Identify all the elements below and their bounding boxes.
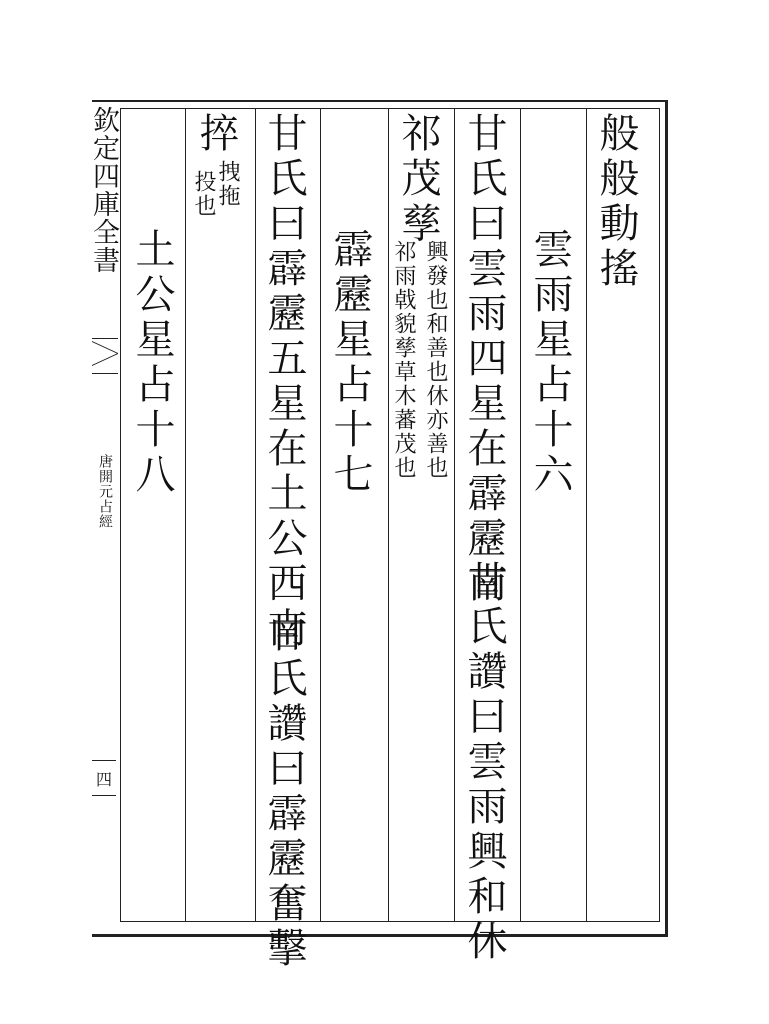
margin-book-title: 唐開元占經	[97, 454, 113, 529]
commentary-left: 投也	[191, 170, 216, 218]
column-rule	[454, 108, 455, 922]
column-rule	[520, 108, 521, 922]
text-column-7-head: 捽	[193, 112, 239, 157]
text-column-3b: 甘氏讚曰雲雨興和休	[461, 560, 507, 965]
text-column-6b: 甘氏讚曰霹靂奮擊	[261, 612, 307, 972]
page-number: 四	[92, 760, 116, 796]
commentary-right: 拽拖	[215, 160, 240, 208]
section-heading-yunyu: 雲雨星占十六	[527, 228, 573, 498]
column-rule	[255, 108, 256, 922]
section-heading-pili: 霹靂星占十七	[327, 228, 373, 498]
text-column-6a: 甘氏曰霹靂五星在土公西南	[261, 112, 307, 652]
text-column-4-head: 祁茂孳	[395, 112, 441, 247]
margin-title: 欽定四庫全書	[88, 106, 119, 274]
text-column-3a: 甘氏曰雲雨四星在霹靂南	[461, 112, 507, 607]
commentary-left: 祁雨㦸貌孳草木蕃茂也	[391, 240, 416, 480]
column-rule	[320, 108, 321, 922]
column-rule	[586, 108, 587, 922]
section-heading-tugong: 土公星占十八	[129, 228, 175, 498]
inner-border	[120, 108, 660, 922]
text-column-1: 般般動搖	[593, 112, 639, 292]
commentary-right: 興發也和善也休亦善也	[423, 240, 448, 480]
column-rule	[388, 108, 389, 922]
fish-tail-mark	[92, 338, 118, 374]
column-rule	[185, 108, 186, 922]
